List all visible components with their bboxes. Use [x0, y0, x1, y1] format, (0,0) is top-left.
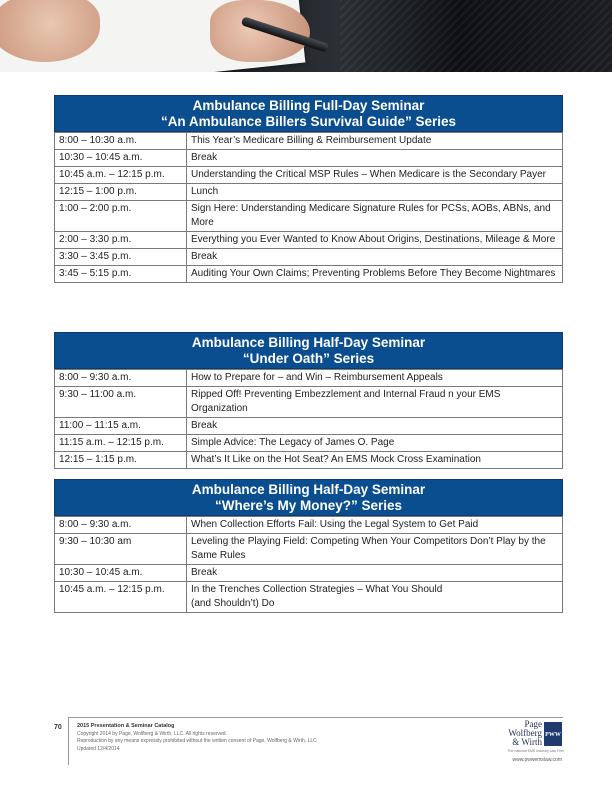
time-cell: 8:00 – 9:30 a.m.: [55, 370, 187, 387]
logo-line: Wolfberg: [508, 728, 542, 738]
website-url: www.pwwemslaw.com: [512, 757, 562, 763]
footer-divider: [68, 717, 563, 718]
topic-cell: Break: [187, 565, 563, 582]
time-cell: 10:30 – 10:45 a.m.: [55, 565, 187, 582]
seminar-series: “Where’s My Money?” Series: [214, 498, 403, 513]
topic-cell: Simple Advice: The Legacy of James O. Page: [187, 435, 563, 452]
topic-cell: Auditing Your Own Claims; Preventing Problems Before They Become Nightmares: [187, 266, 563, 283]
logo-wordmark: [498, 720, 542, 747]
table-row: [55, 232, 563, 249]
table-row: [55, 249, 563, 266]
table-row: [55, 184, 563, 201]
time-cell: 1:00 – 2:00 p.m.: [55, 201, 187, 232]
topic-cell: Sign Here: Understanding Medicare Signature Rules for PCSs, AOBs, ABNs, and More: [187, 201, 563, 232]
time-cell: 11:00 – 11:15 a.m.: [55, 418, 187, 435]
seminar-wheres-my-money: [54, 479, 563, 613]
seminar-full-day: [54, 95, 563, 283]
time-cell: 8:00 – 9:30 a.m.: [55, 517, 187, 534]
table-row: [55, 582, 563, 613]
topic-cell: Everything you Ever Wanted to Know About Origins, Destinations, Mileage & More: [187, 232, 563, 249]
topic-cell: When Collection Efforts Fail: Using the Legal System to Get Paid: [187, 517, 563, 534]
table-row: [55, 387, 563, 418]
footer-vertical-divider: [68, 717, 69, 765]
topic-cell: In the Trenches Collection Strategies – What You Should (and Shouldn’t) Do: [187, 582, 563, 613]
catalog-title: 2015 Presentation & Seminar Catalog: [77, 723, 175, 729]
table-row: [55, 201, 563, 232]
header-photo: [0, 0, 612, 72]
time-cell: 8:00 – 10:30 a.m.: [55, 133, 187, 150]
time-cell: 9:30 – 10:30 am: [55, 534, 187, 565]
schedule-table: [54, 132, 563, 283]
topic-cell: Understanding the Critical MSP Rules – When Medicare is the Secondary Payer: [187, 167, 563, 184]
seminar-header: [54, 95, 563, 132]
time-cell: 10:45 a.m. – 12:15 p.m.: [55, 167, 187, 184]
seminar-series: “An Ambulance Billers Survival Guide” Series: [160, 114, 457, 129]
time-cell: 3:30 – 3:45 p.m.: [55, 249, 187, 266]
topic-cell: Lunch: [187, 184, 563, 201]
copyright-line: Copyright 2014 by Page, Wolfberg & Wirth, LLC. All rights reserved.: [77, 730, 227, 737]
table-row: [55, 150, 563, 167]
topic-cell: Break: [187, 418, 563, 435]
logo-line: & Wirth: [512, 737, 542, 747]
footer-text: [77, 723, 397, 753]
seminar-title: Ambulance Billing Full-Day Seminar: [192, 98, 425, 113]
time-cell: 11:15 a.m. – 12:15 p.m.: [55, 435, 187, 452]
table-row: [55, 370, 563, 387]
time-cell: 3:45 – 5:15 p.m.: [55, 266, 187, 283]
schedule-table: [54, 369, 563, 469]
table-row: [55, 435, 563, 452]
logo-tagline: The national EMS Industry Law Firm: [507, 749, 564, 753]
table-row: [55, 517, 563, 534]
topic-cell: Ripped Off! Preventing Embezzlement and Internal Fraud n your EMS Organization: [187, 387, 563, 418]
logo-mark-icon: [544, 722, 562, 746]
table-row: [55, 534, 563, 565]
seminar-under-oath: [54, 332, 563, 469]
time-cell: 12:15 – 1:15 p.m.: [55, 452, 187, 469]
topic-cell: Leveling the Playing Field: Competing When Your Competitors Don’t Play by the Same Rules: [187, 534, 563, 565]
time-cell: 10:30 – 10:45 a.m.: [55, 150, 187, 167]
updated-date: Updated 12/4/2014: [77, 745, 120, 752]
page-number: 70: [54, 724, 62, 731]
topic-cell: Break: [187, 249, 563, 266]
topic-cell: Break: [187, 150, 563, 167]
time-cell: 2:00 – 3:30 p.m.: [55, 232, 187, 249]
background-texture: [340, 0, 612, 72]
table-row: [55, 452, 563, 469]
table-row: [55, 565, 563, 582]
seminar-title: Ambulance Billing Half-Day Seminar: [191, 335, 426, 350]
seminar-header: [54, 479, 563, 516]
schedule-table: [54, 516, 563, 613]
table-row: [55, 418, 563, 435]
time-cell: 9:30 – 11:00 a.m.: [55, 387, 187, 418]
time-cell: 10:45 a.m. – 12:15 p.m.: [55, 582, 187, 613]
time-cell: 12:15 – 1:00 p.m.: [55, 184, 187, 201]
table-row: [55, 133, 563, 150]
seminar-title: Ambulance Billing Half-Day Seminar: [191, 482, 426, 497]
table-row: [55, 266, 563, 283]
logo-line: Page: [524, 719, 542, 729]
reproduction-notice: Reproduction by any means expressly prohibited without the written consent of Page, Wolfberg & Wirth, LLC: [77, 738, 317, 744]
logo-mark-text: PWW: [545, 732, 561, 738]
seminar-series: “Under Oath” Series: [242, 351, 375, 366]
topic-cell: What’s It Like on the Hot Seat? An EMS Mock Cross Examination: [187, 452, 563, 469]
topic-cell: This Year’s Medicare Billing & Reimbursement Update: [187, 133, 563, 150]
topic-cell: How to Prepare for – and Win – Reimbursement Appeals: [187, 370, 563, 387]
table-row: [55, 167, 563, 184]
company-logo: [498, 720, 566, 766]
seminar-header: [54, 332, 563, 369]
